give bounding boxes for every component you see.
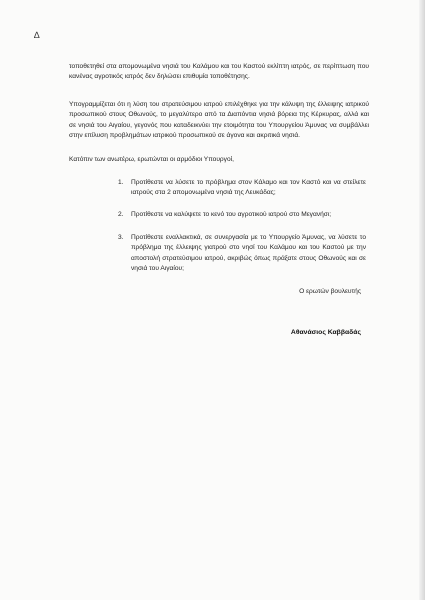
question-number: 2.: [118, 211, 124, 218]
question-text: Προτίθεστε να λύσετε το πρόβλημα στον Κάλαμο και τον Καστό και να στείλετε ιατρούς στα 2 απομονωμένα νησιά της Λευκάδας;: [131, 179, 366, 197]
closing-line: Ο ερωτών βουλευτής: [299, 288, 361, 295]
scan-edge-shadow: [419, 0, 425, 600]
question-text: Προτίθεστε εναλλακτικά, σε συνεργασία με το Υπουργείο Άμυνας, να λύσετε το πρόβλημα της έλλειψης γιατρού στο νησί του Καλάμου και του Καστού με την αποστολή στρατεύσιμου ιατρού, ακριβώς όπως πράξατε στους Οθωνούς και σε νησιά του Αιγαίου;: [131, 234, 366, 272]
paragraph-question-lead: Κατόπιν των ανωτέρω, ερωτώνται οι αρμόδιοι Υπουργοί,: [69, 156, 234, 163]
corner-mark: ∆: [34, 30, 40, 40]
question-text: Προτίθεστε να καλύψετε το κενό του αγροτικού ιατρού στο Μεγανήσι;: [131, 211, 332, 218]
signature-name: Αθανάσιος Καββαδάς: [290, 329, 361, 336]
question-number: 3.: [118, 234, 124, 241]
paragraph-intro-continuation: τοποθετηθεί στα απομονωμένα νησιά του Καλάμου και του Καστού εκλίπτη ιατρός, σε περίπτωση που κανένας αγροτικός ιατρός δεν δηλώσει επιθυμία τοποθέτησης.: [69, 63, 369, 81]
question-number: 1.: [118, 179, 124, 186]
paragraph-emphasis: Υπογραμμίζεται ότι η λύση του στρατεύσιμου ιατρού επιλέχθηκε για την κάλυψη της έλλειψης ιατρικού προσωπικού στους Οθωνούς, το μεγαλύτερο από τα Διαπόντια νησιά βόρεια της Κέρκυρας, αλλά και σε νησιά του Αιγαίου, γεγονός που καταδεικνύει την ετοιμότητα του Υπουργείου Άμυνας να συμβάλλει στην επίλυση προβλημάτων ιατρικού προσωπικού σε άγονα και ακριτικά νησιά.: [69, 101, 369, 139]
